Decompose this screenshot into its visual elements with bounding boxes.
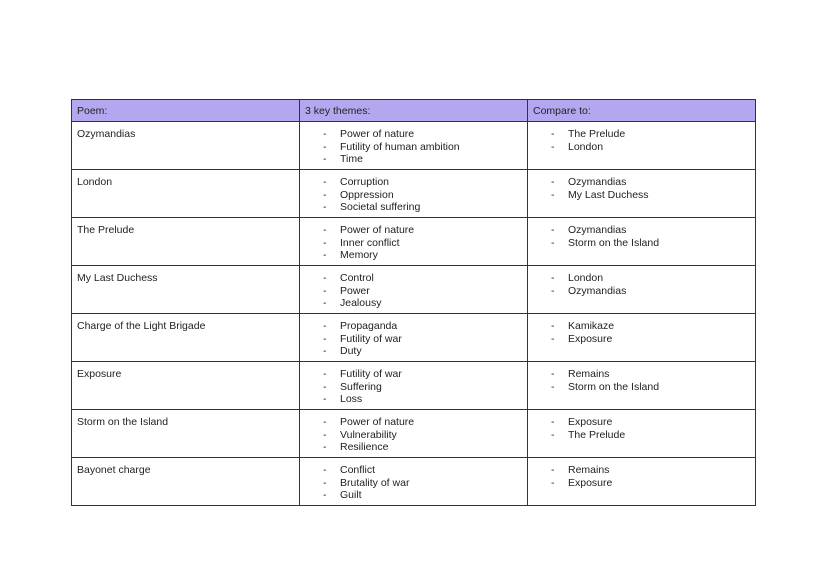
poem-cell [72,458,300,506]
compare-item-text: Remains [568,368,610,380]
theme-item [300,249,527,262]
dash-bullet: - [323,297,327,309]
dash-bullet: - [551,140,555,153]
dash-bullet: - [323,284,327,297]
themes-cell [300,410,528,458]
table-row [72,314,756,362]
header-themes: 3 key themes: [300,100,528,122]
theme-item [300,285,527,298]
dash-bullet: - [551,188,555,201]
compare-list [528,410,755,441]
dash-bullet: - [323,140,327,153]
compare-list [528,314,755,345]
dash-bullet: - [323,416,327,428]
dash-bullet: - [323,441,327,453]
compare-item-text: Storm on the Island [568,236,660,249]
dash-bullet: - [323,236,327,249]
dash-bullet: - [323,476,327,489]
dash-bullet: - [323,332,327,345]
theme-item [300,464,527,477]
poem-themes-table [71,99,756,506]
compare-item-text: Exposure [568,332,613,345]
dash-bullet: - [323,201,327,213]
poem-title: My Last Duchess [77,272,158,284]
theme-item-text: Propaganda [340,320,398,332]
dash-bullet: - [323,128,327,140]
poem-cell [72,266,300,314]
theme-item-text: Suffering [340,380,382,393]
dash-bullet: - [551,428,555,441]
dash-bullet: - [551,332,555,345]
compare-item-text: Kamikaze [568,320,615,332]
header-compare: Compare to: [528,100,756,122]
compare-item [528,333,755,346]
poem-title: Ozymandias [77,128,136,140]
theme-item [300,381,527,394]
compare-list [528,218,755,249]
table-row [72,458,756,506]
theme-item-text: Loss [340,393,363,405]
table-row [72,266,756,314]
poem-title: Storm on the Island [77,416,169,428]
compare-item [528,141,755,154]
theme-item-text: Power of nature [340,416,415,428]
dash-bullet: - [551,476,555,489]
table-row [72,122,756,170]
dash-bullet: - [323,368,327,380]
compare-list [528,170,755,201]
theme-item-text: Time [340,153,363,165]
dash-bullet: - [323,393,327,405]
compare-cell [528,170,756,218]
compare-item [528,272,755,285]
themes-cell [300,458,528,506]
compare-list [528,362,755,393]
table-row [72,410,756,458]
table-body [72,122,756,506]
theme-item [300,237,527,250]
compare-item [528,381,755,394]
theme-item [300,489,527,502]
theme-item [300,272,527,285]
theme-item [300,141,527,154]
theme-item-text: Vulnerability [340,428,397,441]
compare-item [528,368,755,381]
poem-cell [72,218,300,266]
themes-list [300,266,527,310]
theme-item-text: Power of nature [340,128,415,140]
dash-bullet: - [551,272,555,284]
themes-list [300,458,527,502]
compare-cell [528,362,756,410]
theme-item [300,416,527,429]
dash-bullet: - [551,320,555,332]
theme-item [300,320,527,333]
themes-list [300,170,527,214]
themes-cell [300,314,528,362]
theme-item-text: Corruption [340,176,390,188]
theme-item-text: Inner conflict [340,236,400,249]
theme-item [300,333,527,346]
dash-bullet: - [323,489,327,501]
themes-cell [300,266,528,314]
poem-cell [72,170,300,218]
compare-cell [528,266,756,314]
themes-list [300,122,527,166]
compare-cell [528,218,756,266]
dash-bullet: - [551,464,555,476]
compare-item-text: Exposure [568,476,613,489]
dash-bullet: - [323,153,327,165]
table-row [72,362,756,410]
compare-item-text: London [568,272,604,284]
dash-bullet: - [551,380,555,393]
themes-cell [300,122,528,170]
dash-bullet: - [551,128,555,140]
themes-list [300,410,527,454]
poem-title: The Prelude [77,224,135,236]
table-row [72,218,756,266]
themes-list [300,314,527,358]
theme-item-text: Power of nature [340,224,415,236]
theme-item [300,297,527,310]
dash-bullet: - [551,236,555,249]
dash-bullet: - [551,224,555,236]
theme-item [300,368,527,381]
compare-item-text: Remains [568,464,610,476]
compare-item [528,464,755,477]
theme-item [300,345,527,358]
dash-bullet: - [323,188,327,201]
theme-item-text: Guilt [340,489,362,501]
compare-item [528,189,755,202]
table-header [72,100,756,122]
compare-item [528,237,755,250]
theme-item-text: Conflict [340,464,376,476]
dash-bullet: - [551,284,555,297]
compare-item-text: London [568,140,604,153]
poem-cell [72,122,300,170]
theme-item [300,189,527,202]
theme-item [300,128,527,141]
theme-item-text: Power [340,284,370,297]
dash-bullet: - [323,224,327,236]
poem-title: Charge of the Light Brigade [77,320,206,332]
compare-item-text: The Prelude [568,428,626,441]
dash-bullet: - [323,176,327,188]
theme-item [300,201,527,214]
dash-bullet: - [323,345,327,357]
compare-item-text: Storm on the Island [568,380,660,393]
themes-cell [300,170,528,218]
compare-item-text: Ozymandias [568,284,627,297]
compare-list [528,122,755,153]
dash-bullet: - [551,416,555,428]
table-row [72,170,756,218]
compare-item [528,429,755,442]
compare-cell [528,410,756,458]
compare-cell [528,458,756,506]
theme-item [300,429,527,442]
compare-item [528,477,755,490]
theme-item [300,477,527,490]
theme-item [300,153,527,166]
dash-bullet: - [323,380,327,393]
dash-bullet: - [551,368,555,380]
theme-item-text: Societal suffering [340,201,421,213]
compare-item [528,128,755,141]
compare-item [528,416,755,429]
theme-item-text: Brutality of war [340,476,410,489]
compare-item-text: Ozymandias [568,224,627,236]
compare-item-text: Exposure [568,416,613,428]
compare-item-text: Ozymandias [568,176,627,188]
compare-item-text: My Last Duchess [568,188,649,201]
theme-item-text: Oppression [340,188,394,201]
theme-item-text: Resilience [340,441,389,453]
compare-item [528,176,755,189]
dash-bullet: - [551,176,555,188]
poem-title: London [77,176,113,188]
compare-item [528,320,755,333]
compare-item-text: The Prelude [568,128,626,140]
theme-item-text: Futility of war [340,332,402,345]
theme-item-text: Futility of human ambition [340,140,460,153]
dash-bullet: - [323,249,327,261]
theme-item-text: Duty [340,345,362,357]
theme-item [300,393,527,406]
compare-cell [528,122,756,170]
poem-title: Exposure [77,368,122,380]
theme-item [300,441,527,454]
poem-cell [72,362,300,410]
compare-cell [528,314,756,362]
dash-bullet: - [323,272,327,284]
header-poem: Poem: [72,100,300,122]
themes-cell [300,218,528,266]
poem-cell [72,410,300,458]
header-row [72,100,756,122]
themes-list [300,218,527,262]
poem-title: Bayonet charge [77,464,151,476]
themes-list [300,362,527,406]
theme-item-text: Memory [340,249,378,261]
dash-bullet: - [323,464,327,476]
compare-item [528,224,755,237]
compare-item [528,285,755,298]
theme-item [300,224,527,237]
themes-cell [300,362,528,410]
theme-item-text: Futility of war [340,368,402,380]
theme-item-text: Control [340,272,374,284]
dash-bullet: - [323,320,327,332]
poem-cell [72,314,300,362]
theme-item [300,176,527,189]
compare-list [528,458,755,489]
theme-item-text: Jealousy [340,297,382,309]
dash-bullet: - [323,428,327,441]
compare-list [528,266,755,297]
